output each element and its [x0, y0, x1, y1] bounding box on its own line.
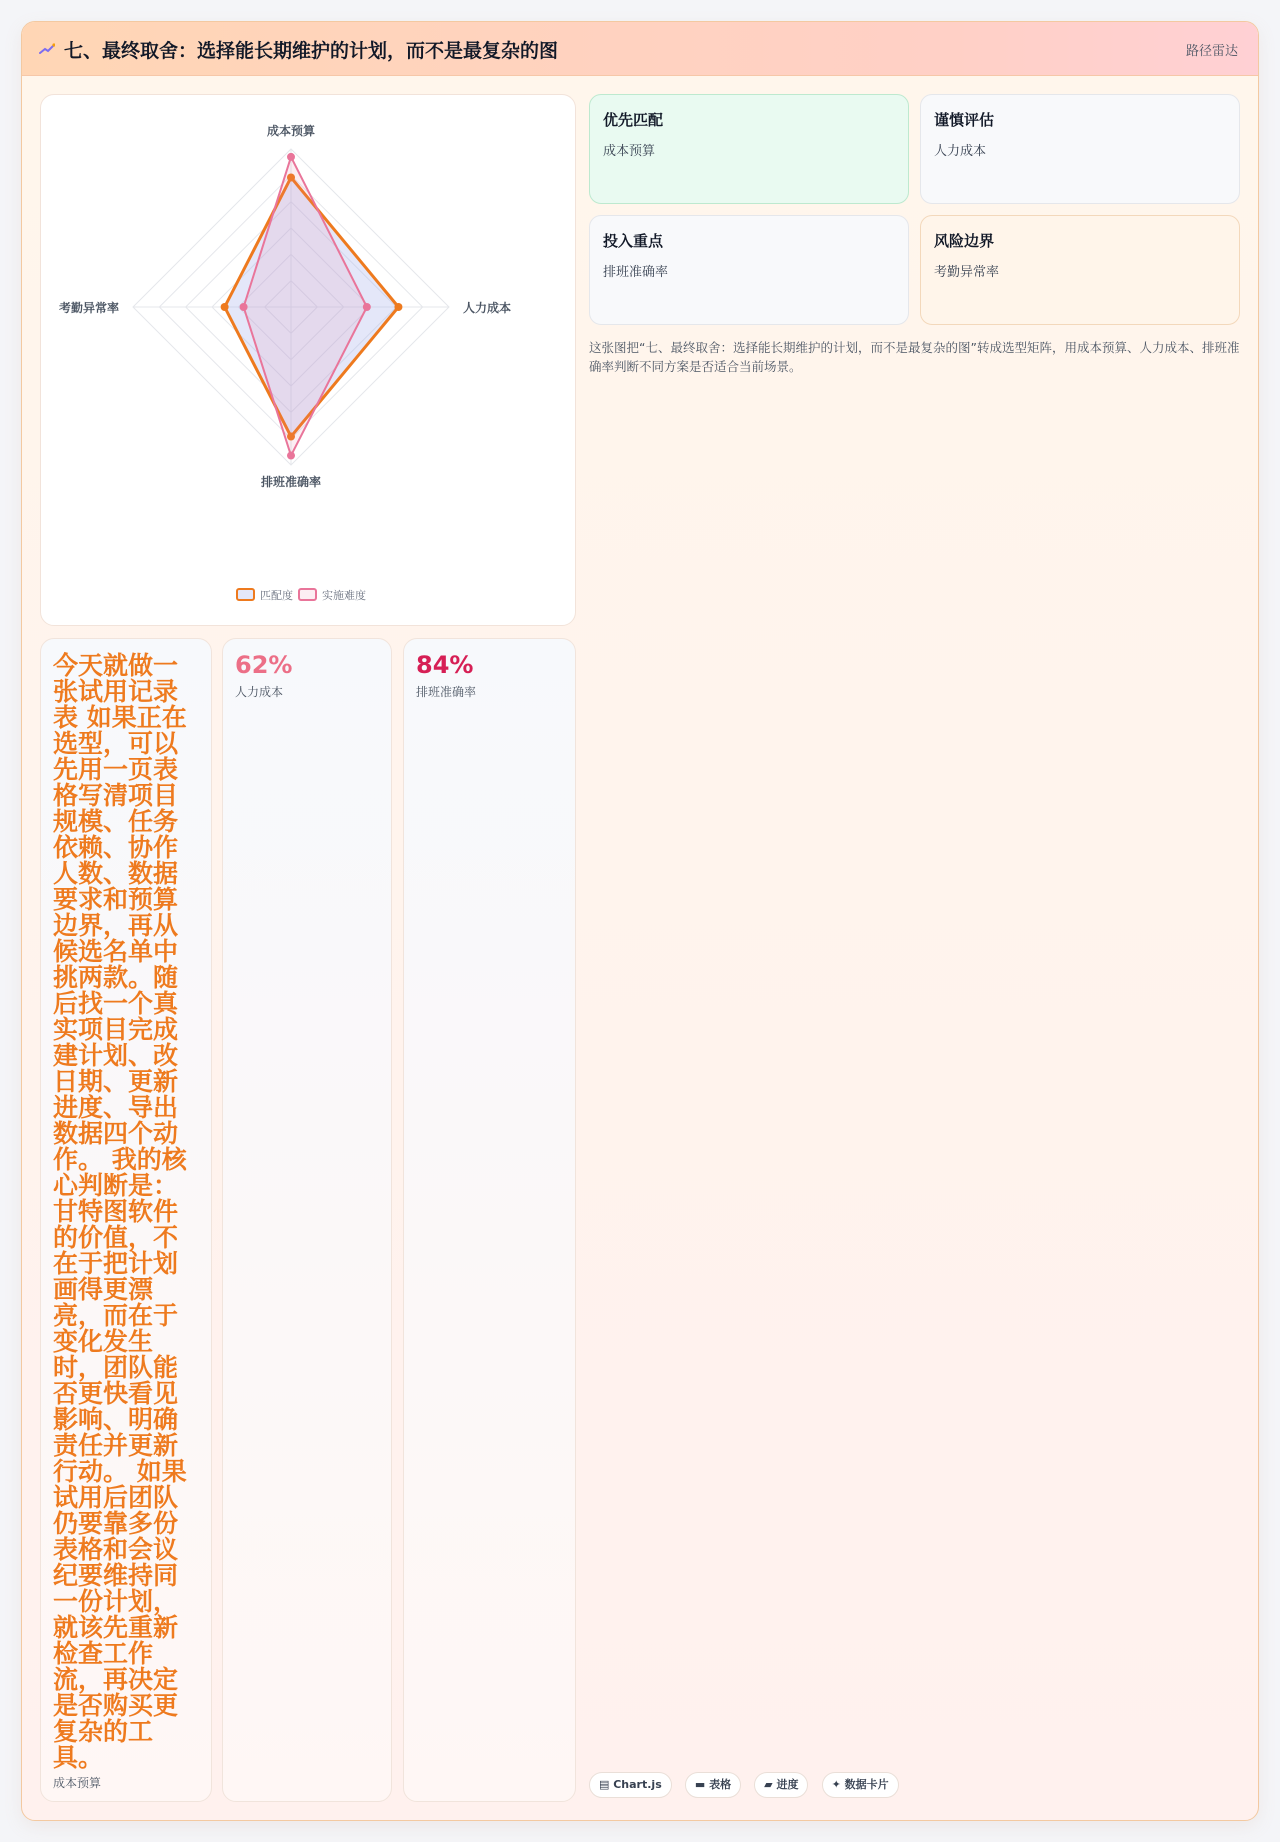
card-subtitle: 人力成本: [934, 144, 987, 159]
stat-card-budget: [40, 638, 212, 1802]
chip-progress[interactable]: [754, 1772, 808, 1798]
radar-legend: [237, 588, 366, 602]
radar-data-point: [287, 153, 295, 161]
chip-data-card[interactable]: [822, 1772, 899, 1798]
chip-table[interactable]: [685, 1772, 741, 1798]
stat-label: 成本预算: [53, 1776, 102, 1790]
radar-data-point: [394, 303, 402, 311]
tech-chips: [589, 1772, 907, 1798]
radar-data-point: [363, 303, 371, 311]
legend-swatch: [237, 589, 254, 600]
stat-card-labor-cost: [222, 638, 392, 1802]
page-title: 七、最终取舍：选择能长期维护的计划，而不是最复杂的图: [64, 40, 559, 62]
stat-value: 62%: [235, 651, 293, 679]
header-tag: 路径雷达: [1185, 44, 1238, 59]
chip-label: 表格: [709, 1778, 732, 1791]
table-icon: ▬: [694, 1778, 710, 1791]
radar-axis-label: 成本预算: [266, 124, 316, 138]
chart-icon: ▤: [599, 1778, 614, 1791]
card-priority-match: [589, 94, 909, 204]
chip-label: Chart.js: [613, 1778, 662, 1791]
card-subtitle: 成本预算: [603, 144, 656, 159]
card-careful-assessment: [920, 94, 1240, 204]
panel-header: [22, 22, 1258, 76]
chip-label: 数据卡片: [844, 1778, 889, 1791]
radar-data-point: [287, 452, 295, 460]
legend-swatch: [299, 589, 316, 600]
card-investment-focus: [589, 215, 909, 325]
progress-icon: ▰: [764, 1778, 777, 1791]
radar-axis-label: 考勤异常率: [58, 301, 119, 315]
route-icon: [39, 42, 55, 56]
radar-series-area: [244, 157, 367, 456]
card-title: 谨慎评估: [934, 111, 995, 129]
chart-description: 这张图把“七、最终取舍：选择能长期维护的计划，而不是最复杂的图”转成选型矩阵，用成本预算、人力成本、排班准确率判断不同方案是否适合当前场景。: [589, 340, 1240, 374]
legend-label: 匹配度: [260, 589, 293, 602]
radar-data-point: [221, 303, 229, 311]
radar-chart: [41, 95, 577, 627]
radar-axis-label: 人力成本: [463, 301, 512, 315]
card-title: 风险边界: [934, 232, 995, 250]
chip-chartjs[interactable]: [589, 1772, 672, 1798]
sparkle-icon: ✦: [831, 1778, 845, 1791]
card-subtitle: 排班准确率: [603, 265, 669, 280]
radar-chart-card: [40, 94, 576, 626]
radar-data-point: [240, 303, 248, 311]
stat-value: 84%: [416, 651, 474, 679]
card-title: 优先匹配: [603, 111, 664, 129]
legend-label: 实施难度: [322, 589, 366, 602]
card-risk-boundary: [920, 215, 1240, 325]
card-subtitle: 考勤异常率: [934, 265, 1000, 280]
radar-axis-label: 排班准确率: [260, 475, 322, 489]
chip-label: 进度: [776, 1778, 799, 1791]
stat-value: 今天就做一张试用记录表 如果正在选型，可以先用一页表格写清项目规模、任务依赖、协作人数、数据要求和预算边界，再从候选名单中挑两款。随后找一个真实项目完成建计划、改日期、更新进度、导出数据四个动作。 我的核心判断是：甘特图软件的价值，不在于把计划画得更漂亮，而在于变化发生时，团队能否更快看见影响、明确责任并更新行动。 如果试用后团队仍要靠多份表格和会议纪要维持同一份计划，就该先重新检查工作流，再决定是否购买更复杂的工具。: [53, 651, 187, 1772]
stat-card-schedule-accuracy: [403, 638, 576, 1802]
stat-label: 人力成本: [235, 685, 284, 699]
card-title: 投入重点: [603, 232, 664, 250]
panel: [21, 21, 1259, 1821]
stat-label: 排班准确率: [416, 685, 477, 699]
radar-series: [221, 153, 403, 460]
